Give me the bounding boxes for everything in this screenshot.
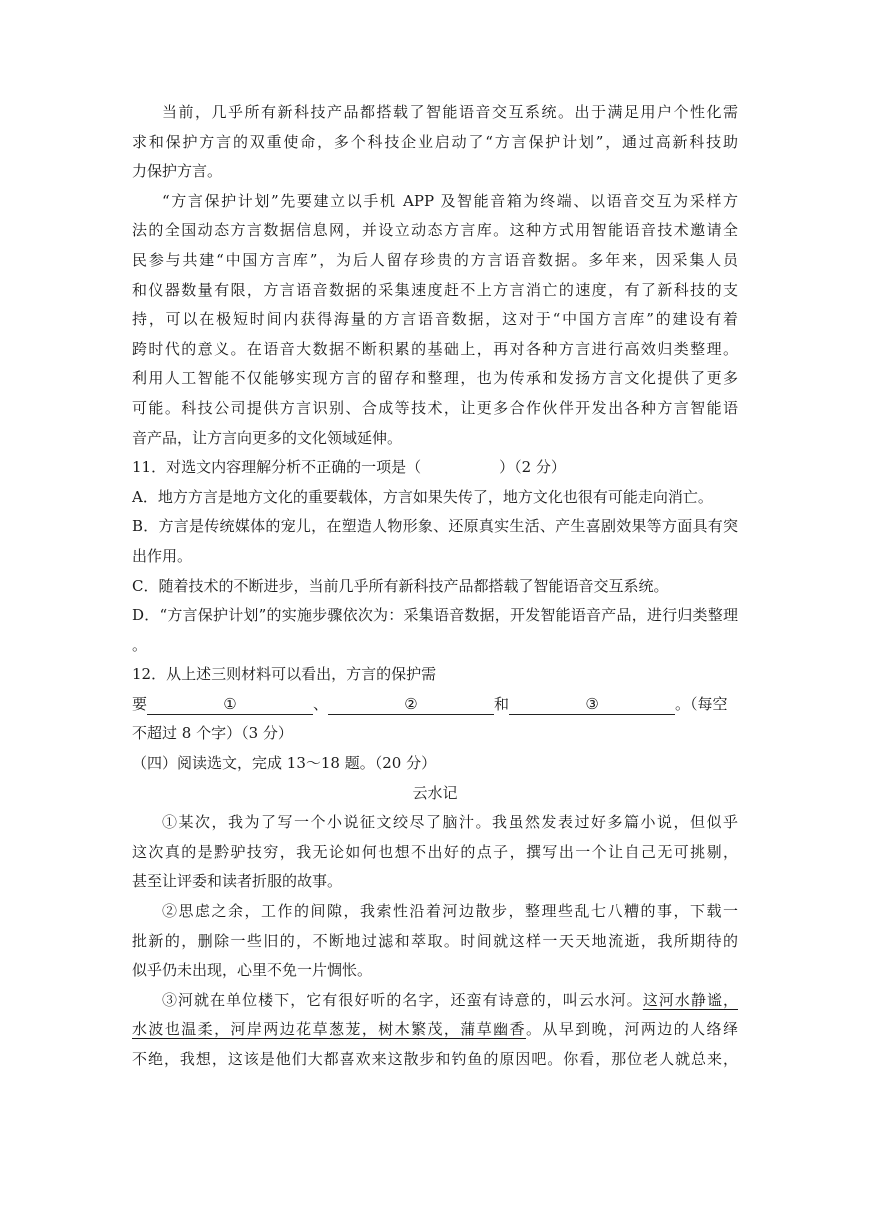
text-span: ③河就在单位楼下，它有很好听的名字，还蛮有诗意的，叫云水河。 [162, 990, 643, 1009]
text-line [132, 986, 738, 1016]
text-line: 利用人工智能不仅能够实现方言的留存和整理，也为传承和发扬方言文化提供了更多 [132, 369, 738, 388]
text-line: “方言保护计划”先要建立以手机 APP 及智能音箱为终端、以语音交互为采样方 [162, 191, 738, 210]
text-line: 似乎仍未出现，心里不免一片惆怅。 [132, 961, 373, 980]
text-line: 批新的，删除一些旧的，不断地过滤和萃取。时间就这样一天天地流逝，我所期待的 [132, 931, 738, 950]
answer-blank-3[interactable]: ③ [509, 694, 675, 715]
underlined-text: 水波也温柔，河岸两边花草葱茏，树木繁茂，蒲草幽香 [132, 1020, 526, 1039]
question-score: ）（2 分） [499, 458, 566, 477]
text-line: 可能。科技公司提供方言识别、合成等技术，让更多合作伙伴开发出各种方言智能语 [132, 398, 738, 417]
story-paragraph-3 [132, 986, 738, 1075]
option-c: C．随着技术的不断进步，当前几乎所有新科技产品都搭载了智能语音交互系统。 [132, 576, 669, 595]
blank-suffix: 。（每空 [675, 694, 728, 713]
paragraph-1 [132, 98, 738, 187]
section-heading: （四）阅读选文，完成 13～18 题。（20 分） [132, 754, 437, 773]
answer-blank-1[interactable]: ① [147, 694, 313, 715]
text-line: 民参与共建“中国方言库”，为后人留存珍贵的方言语音数据。多年来，因采集人员 [132, 250, 738, 269]
fill-blank-row [132, 690, 738, 720]
question-stem-text: 11．对选文内容理解分析不正确的一项是（ [132, 458, 422, 477]
blank-separator: 、 [313, 694, 329, 713]
option-a: A．地方方言是地方文化的重要载体，方言如果失传了，地方文化也很有可能走向消亡。 [132, 487, 713, 506]
story-title: 云水记 [412, 783, 458, 802]
text-line: 不绝，我想，这该是他们大都喜欢来这散步和钓鱼的原因吧。你看，那位老人就总来， [132, 1050, 738, 1068]
paragraph-2 [132, 187, 738, 453]
text-line: ②思虑之余，工作的间隙，我索性沿着河边散步，整理些乱七八糟的事，下载一 [162, 902, 738, 921]
text-line: 当前，几乎所有新科技产品都搭载了智能语音交互系统。出于满足用户个性化需 [162, 103, 738, 121]
option-b-cont: 出作用。 [132, 546, 193, 565]
question-stem [132, 453, 738, 483]
text-line: ①某次，我为了写一个小说征文绞尽了脑汁。我虽然发表过好多篇小说，但似乎 [162, 813, 738, 832]
option-d-cont: 。 [132, 635, 148, 654]
question-12 [132, 660, 738, 749]
text-line: 法的全国动态方言数据信息网，并设立动态方言库。这种方式用智能语音技术邀请全 [132, 221, 738, 240]
text-line [132, 1015, 738, 1045]
option-b: B．方言是传统媒体的宠儿，在塑造人物形象、还原真实生活、产生喜剧效果等方面具有突 [132, 517, 738, 536]
answer-blank-2[interactable]: ② [328, 694, 494, 715]
blank-separator: 和 [494, 694, 510, 713]
story-paragraph-1 [132, 808, 738, 897]
text-line: 这次真的是黔驴技穷，我无论如何也想不出好的点子，撰写出一个让自己无可挑剔， [132, 842, 738, 861]
blank-prefix: 要 [132, 694, 148, 713]
question-11 [132, 453, 738, 660]
text-line: 音产品，让方言向更多的文化领域延伸。 [132, 428, 403, 447]
question-note: 不超过 8 个字）（3 分） [132, 724, 293, 743]
text-line: 力保护方言。 [132, 162, 223, 181]
text-span: 。从早到晚，河两边的人络绎 [525, 1020, 738, 1039]
document-page [132, 98, 738, 1075]
text-line: 甚至让评委和读者折服的故事。 [132, 872, 343, 891]
text-line: 和仪器数量有限，方言语音数据的采集速度赶不上方言消亡的速度，有了新科技的支 [132, 280, 738, 299]
underlined-text: 这河水静谧， [642, 990, 738, 1009]
question-stem: 12．从上述三则材料可以看出，方言的保护需 [132, 665, 437, 684]
story-paragraph-2 [132, 897, 738, 986]
text-line: 持，可以在极短时间内获得海量的方言语音数据，这对于“中国方言库”的建设有着 [132, 310, 738, 329]
text-line: 求和保护方言的双重使命，多个科技企业启动了“方言保护计划”，通过高新科技助 [132, 132, 738, 151]
text-line: 跨时代的意义。在语音大数据不断积累的基础上，再对各种方言进行高效归类整理。 [132, 339, 738, 358]
option-d: D．“方言保护计划”的实施步骤依次为：采集语音数据，开发智能语音产品，进行归类整理 [132, 606, 738, 625]
